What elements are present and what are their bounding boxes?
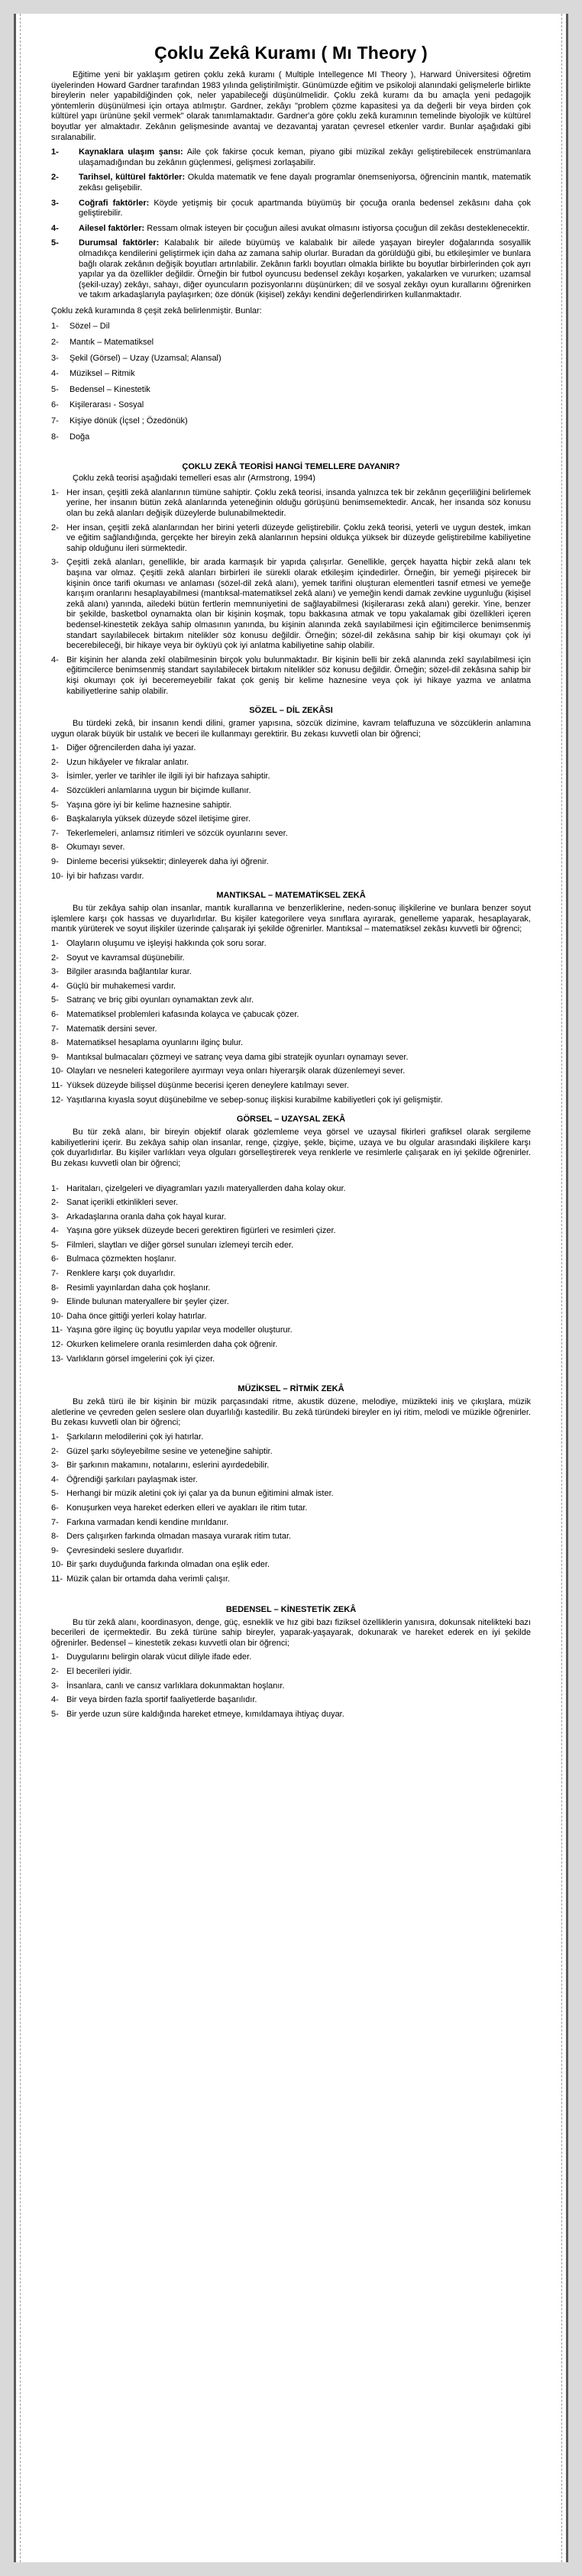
list-item: 3- İsimler, yerler ve tarihler ile ilgili iyi bir hafızaya sahiptir. (51, 772, 270, 782)
list-item: 1- Şarkıların melodilerini çok iyi hatırlar. (51, 1432, 204, 1442)
bodily-intro: Bu tür zekâ alanı, koordinasyon, denge, güç, esneklik ve hız gibi bazı fiziksel özelliklerin yanısıra, dokunsak nitelikteki bazı becerileri de içermektedir. Bu zekâ türüne sahip bireyler, yaparak-yaşayarak, dokunarak ve hareket ederek en iyi şekilde öğrenirler. Bedensel – kinestetik zekası kuvvetli olan bir öğrenci; (51, 1617, 531, 1648)
factor-text: Ressam olmak isteyen bir çocuğun ailesi avukat olmasını istiyorsa çocuğun dil zekâsı desteklenecektir. (144, 223, 529, 233)
factor-label: Ailesel faktörler: (79, 223, 145, 233)
list-item: 4- Güçlü bir muhakemesi vardır. (51, 981, 176, 991)
list-item: 10- Bir şarkı duyduğunda farkında olmadan ona eşlik eder. (51, 1560, 270, 1570)
list-item: 2- Uzun hikâyeler ve fıkralar anlatır. (51, 757, 189, 767)
list-item: 8- Ders çalışırken farkında olmadan masaya vurarak ritim tutar. (51, 1532, 292, 1542)
factor-number: 3- (51, 198, 59, 208)
factor-number: 4- (51, 223, 59, 233)
list-item: 2- Sanat içerikli etkinlikleri sever. (51, 1198, 179, 1208)
list-item: 3- Çeşitli zekâ alanları, genellikle, bir arada karmaşık bir yapıda çalışırlar. Genellikle, gerçek hayatta hiçbir zekâ alanı tek başına var olmaz. Çeşitli zekâ alanları birbirleri ile sürekli olarak etkileşim içindedirler. Örneğin, bir yemeği pişirecek bir kişinin önce tarifi okuması ve anlaması (sözel-dil zekâ alanı), yemek tarifini oluşturan elementleri tasnif etmesi ve yemeğe karışım oranlarını hesaplayabilmesi (mantıksal-matematiksel zekâ alanı) ve yemeğin kendi damak zevkine uygunluğu (kişisel zekâ alanı) yanında, ailedeki bütün fertlerin memnuniyetini de sağlayabilmesi (kişilerarası zekâ alanı) gerekir. Yine, benzer bir şekilde, basketbol oynamakta olan bir kişinin koşmak, topu bakkasına atmak ve topu yakalamak gibi özellikleri içeren bedensel-kinestetik zekâya sahip olmasının yanında, bu kişinin alanında zekâ sayılabilmesi için eğitimcilerce benimsenmiş standart sayılabilecek birtakım nitelikler söz konusu değildir. Örneğin; sözel-dil zekâsına sahip bir kişi okumayı çok iyi becerebileceği, bir hikaye veya bir öyküyü çok iyi anlatma kabiliyetine sahip olabilir. (51, 558, 531, 651)
list-item: 7- Kişiye dönük (İçsel ; Özedönük) (51, 416, 188, 426)
musical-intro: Bu zekâ türü ile bir kişinin bir müzik parçasındaki ritme, akustik düzene, melodiye, müzikteki iniş ve çıkışlara, müzik aletlerine ve çevreden gelen seslere olan duyarlılığı kastedilir. Bu zekâ türündeki bireyler en iyi ritim, melodi ve müzikle öğrenirler. Bu zekası kuvvetli olan bir öğrenci; (51, 1397, 531, 1428)
list-item: 7- Renklere karşı çok duyarlıdır. (51, 1269, 176, 1279)
factor-text: Köyde yetişmiş bir çocuk apartmanda büyümüş bir çocuğa oranla bedensel zekâsını daha çok geliştirebilir. (79, 198, 531, 218)
factor-number: 2- (51, 173, 59, 183)
factor-item (51, 147, 531, 168)
section-heading-bodily: BEDENSEL – KİNESTETİK ZEKÂ (225, 1604, 357, 1614)
factor-list (51, 147, 531, 301)
factor-label: Durumsal faktörler: (79, 238, 160, 248)
list-item: 5- Bedensel – Kinestetik (51, 384, 150, 394)
intro-paragraph: Eğitime yeni bir yaklaşım getiren çoklu zekâ kuramı ( Multiple Intellegence MI Theory ), Harward Üniversitesi öğretim üyelerinden Howard Gardner tarafından 1983 yılında geliştirilmiştir. Günümüzde eğitim ve psikoloji alanındaki gelişmelerle birlikte bireylerin neler yapabildiğinden çok, neler yapabileceği düşünülmelidir. Çoklu zekâ kuramı da bu amaçla yeni pedagojik yöntemlerin düşünülmesi için ortaya atılmıştır. Gardner, zekâyı "problem çözme kapasitesi ya da değerli bir veya birden çok kültürel yapı ürününe şekil vermek" olarak tanımlamaktadır. Gardner'a göre çoklu zekâ kuramının temelinde biyolojik ve kültürel boyutlar yer almaktadır. Zekânın gelişmesinde avantaj ve dezavantaj yaratan çevresel etkenler vardır. Bunlar aşağıdaki gibi sıralanabilir. (51, 70, 531, 142)
list-item: 9- Çevresindeki seslere duyarlıdır. (51, 1545, 184, 1555)
list-item: 9- Dinleme becerisi yüksektir; dinleyerek daha iyi öğrenir. (51, 857, 269, 867)
list-item: 4- Bir kişinin her alanda zekî olabilmesinin birçok yolu bulunmaktadır. Bir kişinin belli bir zekâ alanında zekî sayılabilmesi için eğitimcilerce benimsenmiş standart sayılabilecek birtakım nitelikler söz konusu değildir. Örneğin; sözel-dil zekâsına sahip bir kişi okumayı çok iyi beceremeyebilir fakat çok geniş bir kelime haznesine veya çok iyi hikaye yazma ve anlatma kabiliyetlerine sahip olabilir. (51, 655, 531, 696)
factor-number: 1- (51, 147, 59, 157)
list-item: 10- İyi bir hafızası vardır. (51, 871, 144, 881)
logical-intro: Bu tür zekâya sahip olan insanlar, mantık kurallarına ve benzerliklerine, neden-sonuç ilişkilerine ve bunlara benzer soyut işlemlere karşı çok hassas ve duyarlıdırlar. Bu kişiler kategorilere veya sınıflara ayırarak, genelleme yaparak, hesaplayarak, mantık yürüterek ve soyut ilişkiler üzerinde çalışarak iyi şekilde öğrenirler. Mantıksal – matematiksel zekâsı kuvvetli bir öğrenci; (51, 904, 531, 934)
list-item: 12- Okurken kelimelere oranla resimlerden daha çok öğrenir. (51, 1340, 278, 1350)
list-item: 4- Sözcükleri anlamlarına uygun bir biçimde kullanır. (51, 786, 251, 796)
list-item: 2- Güzel şarkı söyleyebilme sesine ve yeteneğine sahiptir. (51, 1446, 273, 1456)
section-heading-verbal: SÖZEL – DİL ZEKÂSI (249, 706, 333, 716)
list-item: 6- Bulmaca çözmekten hoşlanır. (51, 1254, 176, 1264)
list-item: 4- Müziksel – Ritmik (51, 369, 135, 379)
list-item: 7- Farkına varmadan kendi kendine mırıldanır. (51, 1517, 229, 1527)
list-item: 3- Şekil (Görsel) – Uzay (Uzamsal; Alansal) (51, 353, 221, 363)
left-frame-line (20, 14, 21, 2562)
list-item: 9- Mantıksal bulmacaları çözmeyi ve satranç veya dama gibi stratejik oyunları oynamayı sever. (51, 1052, 409, 1062)
list-item: 8- Okumayı sever. (51, 843, 125, 853)
list-item: 5- Yaşına göre iyi bir kelime haznesine sahiptir. (51, 800, 232, 810)
list-item: 4- Yaşına göre yüksek düzeyde beceri gerektiren figürleri ve resimleri çizer. (51, 1226, 336, 1236)
section-heading-foundations: ÇOKLU ZEKÂ TEORİSİ HANGİ TEMELLERE DAYANIR? (182, 462, 400, 472)
list-item: 5- Herhangi bir müzik aletini çok iyi çalar ya da bunun eğitimini almak ister. (51, 1489, 334, 1499)
list-item: 1- Duygularını belirgin olarak vücut diliyle ifade eder. (51, 1652, 252, 1662)
list-item: 10- Olayları ve nesneleri kategorilere ayırmayı veya onları hiyerarşik olarak düzenlemeyi sever. (51, 1066, 406, 1076)
list-item: 1- Diğer öğrencilerden daha iyi yazar. (51, 743, 196, 753)
list-item: 4- Öğrendiği şarkıları paylaşmak ister. (51, 1474, 198, 1484)
list-item: 5- Satranç ve briç gibi oyunları oynamaktan zevk alır. (51, 995, 254, 1005)
list-item: 1- Haritaları, çizelgeleri ve diyagramları yazılı materyallerden daha kolay okur. (51, 1183, 346, 1193)
visual-list (51, 1184, 531, 1365)
list-item: 1- Her insan, çeşitli zekâ alanlarının tümüne sahiptir. Çoklu zekâ teorisi, insanda yalnızca tek bir zekânın geçerliliğini belirlemek yerine, her insanın bütün zekâ alanlarında yeteneğinin olduğu görüşünü benimsemektedir. Ancak, her insanda söz konusu olan bu zekâ alanları değişik düzeylerde bulunabilmektedir. (51, 487, 531, 518)
list-item: 11- Yaşına göre ilginç üç boyutlu yapılar veya modeller oluşturur. (51, 1325, 293, 1335)
visual-intro: Bu tür zekâ alanı, bir bireyin objektif olarak gözlemleme veya görsel ve uzaysal fikirleri grafiksel olarak sergileme kabiliyetlerini içerir. Bu zekâya sahip olan insanlar, renge, çizgiye, şekle, biçime, uzaya ve bu olgular arasındaki ilişkilere karşı çok duyarlıdırlar. Bu kişiler varlıkları veya olguları görselleştirerek veya renklerle ve resimlerle çalışarak en iyi şekilde öğrenirler. Bu zekası kuvvetli olan bir öğrenci; (51, 1128, 531, 1168)
list-item: 7- Tekerlemeleri, anlamsız ritimleri ve sözcük oyunlarını sever. (51, 828, 288, 838)
list-item: 10- Daha önce gittiği yerleri kolay hatırlar. (51, 1311, 207, 1321)
section-heading-logical: MANTIKSAL – MATEMATİKSEL ZEKÂ (216, 891, 366, 901)
foundations-lead: Çoklu zekâ teorisi aşağıdaki temelleri esas alır (Armstrong, 1994) (73, 474, 315, 484)
types-lead: Çoklu zekâ kuramında 8 çeşit zekâ belirlenmiştir. Bunlar: (51, 306, 262, 316)
foundations-list (51, 488, 531, 697)
list-item: 2- Her insan, çeşitli zekâ alanlarından her birini yeterli düzeyde geliştirebilir. Çoklu zekâ teorisi, yeterli ve uygun destek, imkan ve eğitim sağlandığında, gerçekte her bireyin zekâ alanlarının hepsini oldukça yüksek bir düzeyde geliştirebilme kabiliyetine sahip olduğunu ileri sürmektedir. (51, 523, 531, 553)
factor-text: Aile çok fakirse çocuk keman, piyano gibi müzikal zekâyı geliştirebilecek enstrümanlara ulaşamadığından bu zekânın güçlenmesi, gelişmesi zorlaşabilir. (79, 147, 531, 167)
section-heading-musical: MÜZİKSEL – RİTMİK ZEKÂ (238, 1384, 344, 1394)
factor-item (51, 238, 531, 301)
list-item: 3- İnsanlara, canlı ve cansız varlıklara dokunmaktan hoşlanır. (51, 1681, 285, 1691)
list-item: 8- Doğa (51, 432, 90, 442)
list-item: 11- Yüksek düzeyde bilişsel düşünme becerisi içeren deneylere katılmayı sever. (51, 1080, 349, 1090)
section-heading-visual: GÖRSEL – UZAYSAL ZEKÂ (236, 1115, 346, 1125)
factor-text: Kalabalık bir ailede büyümüş ve kalabalık bir ailede yaşayan bireyler doğalarında sosyallik olmadıkça kendilerini geliştirmek için daha az zamana sahip olurlar. Buradan da görüldüğü gibi, bu etkileşimler ve bunlara bağlı olarak zekânın değişik boyutları artırılabilir. Zekânın farklı boyutları olmakla birlikte bu boyutlar birbirlerinden çok ayrı yapılar ya da özellikler değildir. Örneğin bir futbol oyuncusu bedensel zekâyı koşarken, yakalarken ve vururken; uzamsal (şekil-uzay) zekâyı, sahayı, diğer oyuncuların pozisyonlarını düşünürken; dil ve sosyal zekâyı oyun kurallarını öğrenirken ve takım arkadaşlarıyla paylaşırken; öze dönük (kişisel) zekâyı kendini değerlendirirken kullanmaktadır. (79, 238, 531, 300)
factor-text: Okulda matematik ve fene dayalı programlar önemseniyorsa, öğrencinin mantık, matematik zekâsı gelişebilir. (79, 173, 531, 193)
list-item: 6- Başkalarıyla yüksek düzeyde sözel iletişime girer. (51, 814, 251, 824)
factor-item (51, 173, 531, 193)
list-item: 6- Kişilerarası - Sosyal (51, 400, 144, 410)
factor-item (51, 224, 531, 235)
list-item: 2- Mantık – Matematiksel (51, 338, 154, 348)
logical-list (51, 939, 531, 1105)
list-item: 8- Resimli yayınlardan daha çok hoşlanır. (51, 1283, 211, 1293)
verbal-intro: Bu türdeki zekâ, bir insanın kendi dilini, gramer yapısına, sözcük dizimine, kavram telaffuzuna ve sözcüklerin anlamına uygun olarak büyük bir ustalık ve beceri ile kullanmayı gerektirir. Bu zekası kuvvetli olan bir öğrenci; (51, 719, 531, 739)
list-item: 12- Yaşıtlarına kıyasla soyut düşünebilme ve sebep-sonuç ilişkisi kurabilme kabiliyetleri çok iyi gelişmiştir. (51, 1095, 443, 1105)
list-item: 13- Varlıkların görsel imgelerini çok iyi çizer. (51, 1354, 215, 1364)
musical-list (51, 1432, 531, 1585)
document-title: Çoklu Zekâ Kuramı ( Mı Theory ) (154, 43, 428, 63)
list-item: 5- Bir yerde uzun süre kaldığında hareket etmeye, kımıldamaya ihtiyaç duyar. (51, 1709, 344, 1719)
list-item: 3- Arkadaşlarına oranla daha çok hayal kurar. (51, 1212, 227, 1222)
list-item: 9- Elinde bulunan materyallere bir şeyler çizer. (51, 1297, 229, 1307)
list-item: 3- Bir şarkının makamını, notalarını, eslerini ayırdedebilir. (51, 1461, 270, 1471)
factor-number: 5- (51, 238, 59, 248)
list-item: 5- Filmleri, slaytları ve diğer görsel sunuları izlemeyi tercih eder. (51, 1240, 294, 1250)
list-item: 7- Matematik dersini sever. (51, 1024, 157, 1034)
list-item: 1- Olayların oluşumu ve işleyişi hakkında çok soru sorar. (51, 939, 267, 948)
list-item: 1- Sözel – Dil (51, 322, 110, 332)
list-item: 11- Müzik çalan bir ortamda daha verimli çalışır. (51, 1574, 230, 1584)
list-item: 2- El becerileri iyidir. (51, 1666, 132, 1676)
list-item: 6- Konuşurken veya hareket ederken elleri ve ayakları ile ritim tutar. (51, 1503, 308, 1513)
factor-label: Coğrafi faktörler: (79, 198, 150, 208)
list-item: 6- Matematiksel problemleri kafasında kolayca ve çabucak çözer. (51, 1009, 299, 1019)
verbal-list (51, 743, 531, 882)
intelligence-types-list (51, 322, 531, 442)
list-item: 8- Matematiksel hesaplama oyunlarını ilginç bulur. (51, 1038, 244, 1048)
bodily-list (51, 1652, 531, 1720)
factor-label: Tarihsel, kültürel faktörler: (79, 173, 186, 183)
list-item: 3- Bilgiler arasında bağlantılar kurar. (51, 967, 192, 977)
list-item: 4- Bir veya birden fazla sportif faaliyetlerde başarılıdır. (51, 1695, 257, 1705)
right-frame-line (561, 14, 562, 2562)
document-page (14, 14, 568, 2562)
list-item: 2- Soyut ve kavramsal düşünebilir. (51, 953, 185, 963)
factor-item (51, 199, 531, 219)
factor-label: Kaynaklara ulaşım şansı: (79, 147, 183, 157)
